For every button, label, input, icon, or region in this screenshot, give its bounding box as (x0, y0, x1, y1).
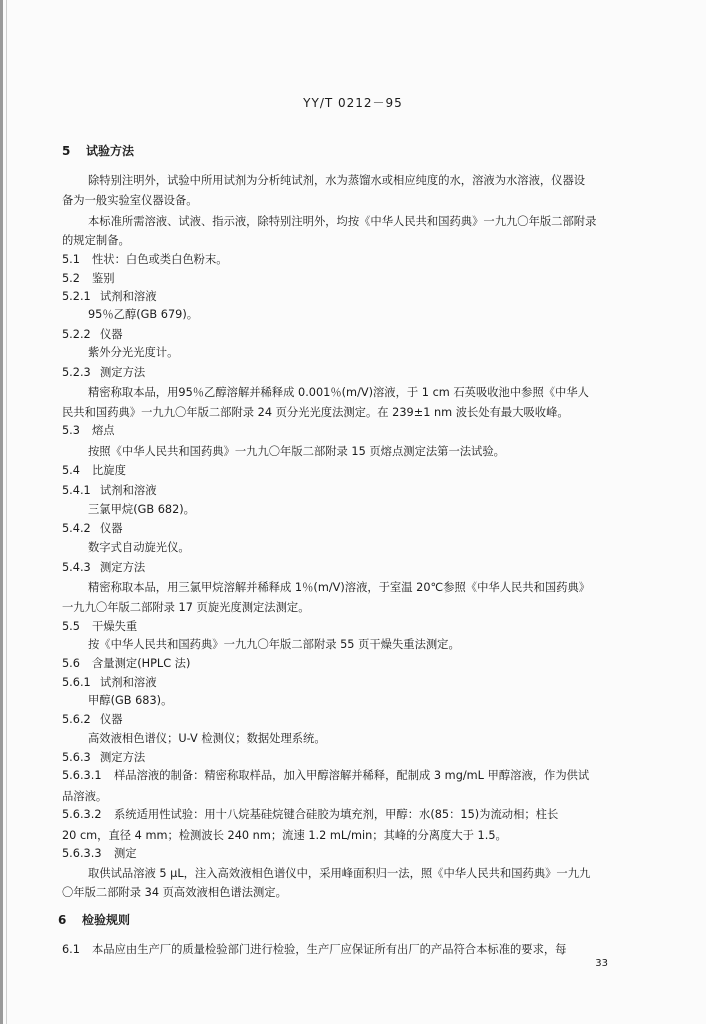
text-line (88, 866, 590, 882)
clause-number: 5.6.1 (62, 676, 91, 689)
line-text: 性状：白色或类白色粉末。 (92, 253, 228, 266)
text-line (62, 828, 507, 844)
line-text: 高效液相色谱仪；U-V 检测仪；数据处理系统。 (88, 732, 326, 745)
scan-border (0, 0, 3, 1024)
line-text: 本品应由生产厂的质量检验部门进行检验，生产厂应保证所有出厂的产品符合本标准的要求，每 (92, 943, 567, 956)
text-line (88, 637, 460, 653)
line-text: 系统适用性试验：用十八烷基硅烷键合硅胶为填充剂，甲醇：水(85：15)为流动相；柱长 (114, 808, 559, 821)
text-line (62, 885, 287, 901)
clause-number: 5.6.3.3 (62, 847, 102, 860)
text-line (62, 789, 107, 805)
clause-number: 5.4.3 (62, 561, 91, 574)
clause-line (62, 560, 145, 576)
clause-number: 5.6 (62, 657, 80, 670)
clause-line (62, 483, 157, 499)
text-line (88, 444, 505, 460)
standard-header: YY/T 0212－95 (303, 96, 403, 110)
text-line (88, 345, 178, 361)
clause-number: 5.6.2 (62, 713, 91, 726)
line-text: 含量测定(HPLC 法) (92, 657, 191, 670)
line-text: 测定方法 (100, 751, 146, 764)
section-heading (58, 912, 130, 928)
line-text: 数字式自动旋光仪。 (88, 541, 190, 554)
clause-line (62, 846, 137, 862)
clause-line (62, 365, 145, 381)
line-text: 测定方法 (100, 366, 146, 379)
line-text: 精密称取本品，用三氯甲烷溶解并稀释成 1％(m/V)溶液，于室温 20℃参照《中华人民共和国药典》 (88, 581, 591, 594)
clause-number: 5.6.3.2 (62, 808, 102, 821)
line-text: 紫外分光光度计。 (88, 346, 179, 359)
line-text: 精密称取本品，用95％乙醇溶解并稀释成 0.001％(m/V)溶液，于 1 cm 石英吸收池中参照《中华人 (88, 386, 589, 399)
line-text: 除特别注明外，试验中所用试剂为分析纯试剂，水为蒸馏水或相应纯度的水，溶液为水溶液，仪器设 (88, 174, 586, 187)
line-text: 〇年版二部附录 34 页高效液相色谱法测定。 (62, 886, 287, 899)
line-text: 仪器 (100, 522, 123, 535)
line-text: 试剂和溶液 (100, 676, 157, 689)
clause-number: 5.2.3 (62, 366, 91, 379)
clause-number: 5.2.1 (62, 290, 91, 303)
text-line (88, 214, 596, 230)
clause-number: 5.2.2 (62, 328, 91, 341)
text-line (88, 540, 190, 556)
clause-line (62, 656, 190, 672)
text-line (88, 173, 585, 189)
clause-number: 5.6.3.1 (62, 769, 102, 782)
line-text: 95％乙醇(GB 679)。 (88, 308, 199, 321)
clause-line (62, 252, 228, 268)
line-text: 一九九〇年版二部附录 17 页旋光度测定法测定。 (62, 601, 310, 614)
clause-number: 5.6.3 (62, 751, 91, 764)
clause-number: 5.5 (62, 620, 80, 633)
clause-line (62, 807, 558, 823)
text-line (88, 693, 172, 709)
line-text: 的规定制备。 (62, 234, 130, 247)
text-line (88, 731, 326, 747)
line-text: 甲醇(GB 683)。 (88, 694, 173, 707)
clause-line (62, 712, 123, 728)
text-line (88, 580, 590, 596)
clause-number: 5 (62, 144, 71, 158)
line-text: 比旋度 (92, 464, 126, 477)
clause-line (62, 271, 115, 287)
text-line (62, 405, 569, 421)
text-line (62, 233, 130, 249)
line-text: 试剂和溶液 (100, 290, 157, 303)
line-text: 仪器 (100, 713, 123, 726)
line-text: 仪器 (100, 328, 123, 341)
line-text: 按照《中华人民共和国药典》一九九〇年版二部附录 15 页熔点测定法第一法试验。 (88, 445, 505, 458)
line-text: 熔点 (92, 424, 115, 437)
clause-line (62, 750, 145, 766)
line-text: 民共和国药典》一九九〇年版二部附录 24 页分光光度法测定。在 239±1 nm 波长处有最大吸收峰。 (62, 406, 569, 419)
clause-line (62, 289, 157, 305)
line-text: 取供试品溶液 5 μL，注入高效液相色谱仪中，采用峰面积归一法，照《中华人民共和国药典》一九九 (88, 867, 591, 880)
line-text: 试验方法 (86, 144, 135, 158)
line-text: 测定方法 (100, 561, 146, 574)
section-heading (62, 143, 134, 159)
text-line (88, 307, 198, 323)
text-line (62, 193, 198, 209)
line-text: 按《中华人民共和国药典》一九九〇年版二部附录 55 页干燥失重法测定。 (88, 638, 460, 651)
line-text: 干燥失重 (92, 620, 138, 633)
line-text: 检验规则 (82, 913, 131, 927)
text-line (62, 600, 310, 616)
line-text: 三氯甲烷(GB 682)。 (88, 503, 195, 516)
clause-line (62, 521, 123, 537)
clause-line (62, 768, 589, 784)
line-text: 本标准所需溶液、试液、指示液，除特别注明外，均按《中华人民共和国药典》一九九〇年版二部附录 (88, 215, 597, 228)
line-text: 测定 (114, 847, 137, 860)
clause-number: 5.4.2 (62, 522, 91, 535)
text-line (88, 385, 589, 401)
line-text: 样品溶液的制备：精密称取样品，加入甲醇溶解并稀释，配制成 3 mg/mL 甲醇溶液，作为供试 (114, 769, 590, 782)
clause-line (62, 942, 566, 958)
clause-number: 5.4 (62, 464, 80, 477)
clause-line (62, 463, 126, 479)
clause-number: 6.1 (62, 943, 80, 956)
line-text: 备为一般实验室仪器设备。 (62, 194, 198, 207)
clause-number: 5.4.1 (62, 484, 91, 497)
clause-number: 5.1 (62, 253, 80, 266)
clause-number: 5.3 (62, 424, 80, 437)
clause-line (62, 327, 123, 343)
clause-number: 6 (58, 913, 67, 927)
clause-line (62, 675, 157, 691)
clause-line (62, 619, 137, 635)
scan-border-line (6, 0, 7, 1024)
line-text: 鉴别 (92, 272, 115, 285)
clause-line (62, 423, 115, 439)
line-text: 20 cm，直径 4 mm；检测波长 240 nm；流速 1.2 mL/min；其峰的分离度大于 1.5。 (62, 829, 507, 842)
clause-number: 5.2 (62, 272, 80, 285)
line-text: 试剂和溶液 (100, 484, 157, 497)
line-text: 品溶液。 (62, 790, 108, 803)
page-number: 33 (595, 958, 608, 969)
text-line (88, 502, 195, 518)
